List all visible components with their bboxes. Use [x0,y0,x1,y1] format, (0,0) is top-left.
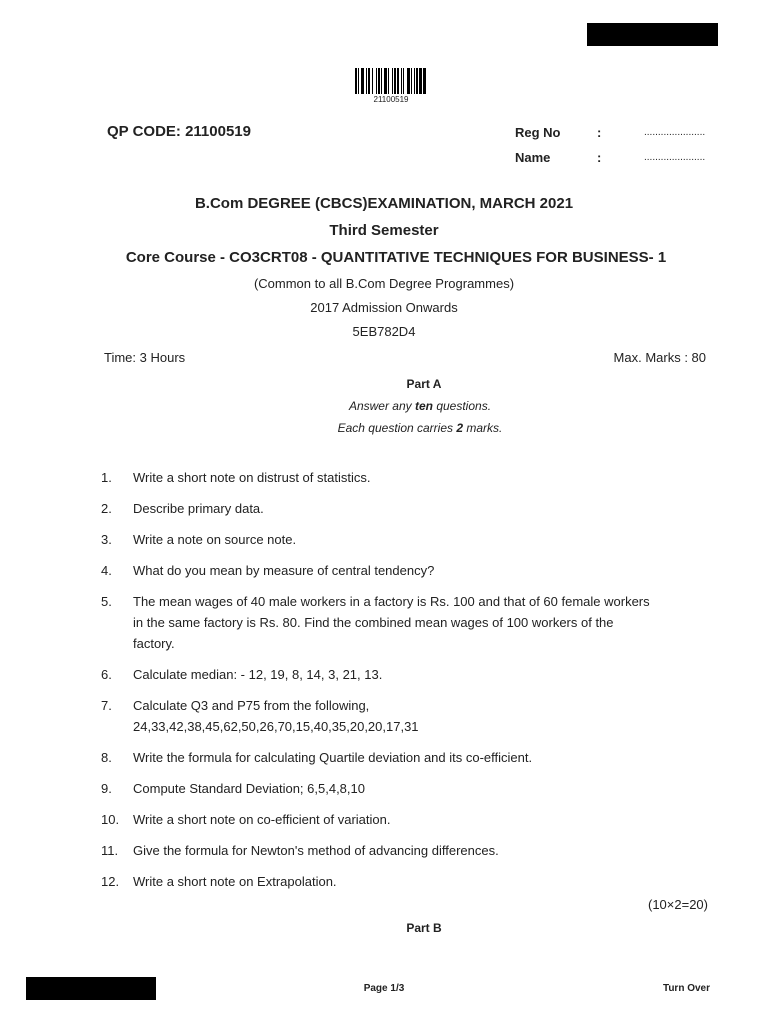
question-text: Give the formula for Newton's method of advancing differences. [133,843,499,858]
barcode-image [355,68,427,94]
barcode-number: 21100519 [373,95,409,104]
question-number: 2. [101,501,112,516]
redacted-box-top [587,23,718,46]
question-item [101,695,716,737]
question-number: 4. [101,563,112,578]
part-a-marks-note [0,421,768,435]
question-number: 10. [101,812,120,827]
qp-code: QP CODE: 21100519 [107,123,251,140]
barcode-bar [426,68,427,94]
question-item [101,467,716,488]
question-item [101,529,716,550]
question-item [101,747,716,768]
question-list [101,467,716,902]
admission-note: 2017 Admission Onwards [310,300,458,315]
instruction-emphasis: ten [414,399,433,413]
exam-time: Time: 3 Hours [104,350,186,365]
question-number: 1. [101,470,112,485]
question-text: Compute Standard Deviation; 6,5,4,8,10 [133,781,365,796]
name-colon: : [597,150,602,165]
common-note: (Common to all B.Com Degree Programmes) [253,276,515,291]
instruction-text: questions. [432,399,492,413]
paper-code: 5EB782D4 [352,324,416,339]
instruction-text: Answer any [348,399,415,413]
name-blank: ...................... [644,152,706,163]
question-text: Write the formula for calculating Quartile deviation and its co-efficient. [133,750,533,765]
question-text: Write a short note on distrust of statistics. [133,470,371,485]
marks-note-text: marks. [463,421,503,435]
question-number: 6. [101,667,112,682]
exam-title: B.Com DEGREE (CBCS)EXAMINATION, MARCH 2021 [194,195,574,212]
page-number: Page 1/3 [363,983,405,994]
part-b-heading: Part B [406,921,442,935]
question-text: Calculate Q3 and P75 from the following, 24,33,42,38,45,62,50,26,70,15,40,35,20,20,17,31 [133,698,419,734]
question-item [101,809,716,830]
question-item [101,498,716,519]
question-number: 3. [101,532,112,547]
course-title: Core Course - CO3CRT08 - QUANTITATIVE TECHNIQUES FOR BUSINESS- 1 [125,249,667,266]
question-item [101,871,716,892]
reg-no-blank: ...................... [644,127,706,138]
marks-note-text: Each question carries [337,421,457,435]
question-item [101,664,716,685]
question-item [101,591,716,654]
question-text: The mean wages of 40 male workers in a factory is Rs. 100 and that of 60 female workers in the same factory is Rs. 80. Find the combined mean wages of 100 workers of the factory. [133,594,650,651]
question-number: 5. [101,594,112,609]
question-number: 9. [101,781,112,796]
semester: Third Semester [329,222,439,239]
question-text: What do you mean by measure of central tendency? [133,563,435,578]
max-marks: Max. Marks : 80 [613,350,706,365]
question-number: 12. [101,874,120,889]
reg-no-label: Reg No [515,125,561,140]
question-item [101,778,716,799]
question-text: Write a note on source note. [133,532,297,547]
question-item [101,560,716,581]
reg-no-colon: : [597,125,602,140]
question-number: 7. [101,698,112,713]
part-a-marks-total: (10×2=20) [648,897,708,912]
question-text: Write a short note on Extrapolation. [133,874,337,889]
part-a-instruction [0,399,768,413]
name-label: Name [515,150,551,165]
question-text: Write a short note on co-efficient of variation. [133,812,391,827]
turn-over-note: Turn Over [662,983,710,994]
question-text: Calculate median: - 12, 19, 8, 14, 3, 21, 13. [133,667,383,682]
question-text: Describe primary data. [133,501,264,516]
marks-note-emphasis: 2 [456,421,464,435]
question-item [101,840,716,861]
part-a-heading: Part A [406,377,442,391]
question-number: 8. [101,750,112,765]
question-number: 11. [101,843,119,858]
